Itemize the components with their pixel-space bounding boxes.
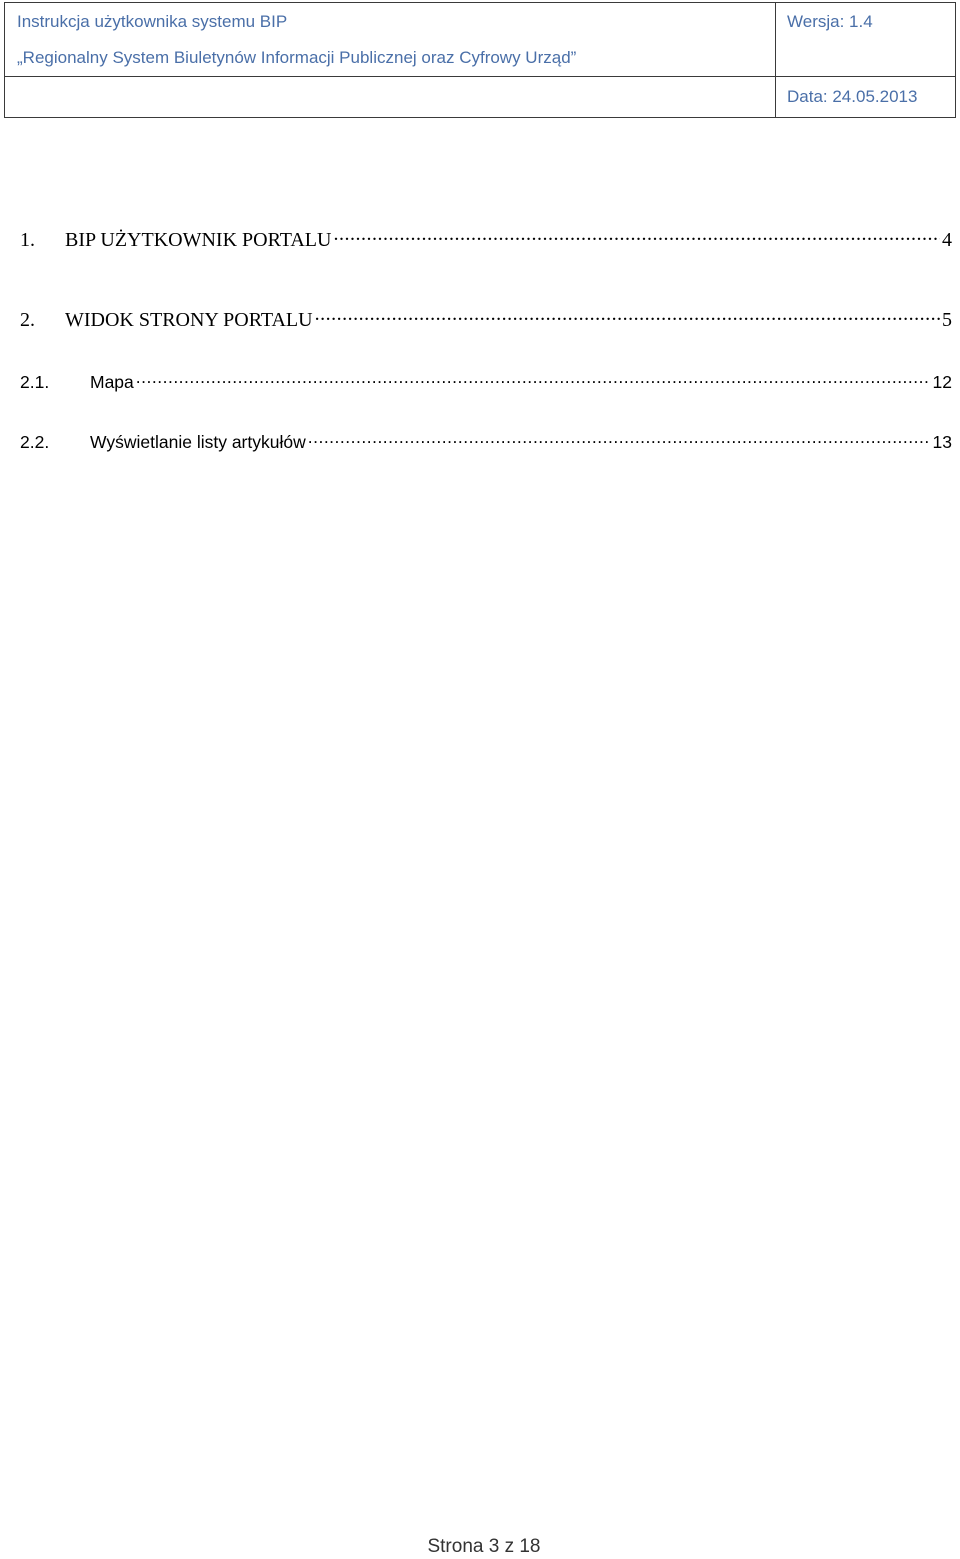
toc-leader-dots — [308, 430, 931, 448]
toc-entry-page: 13 — [932, 431, 952, 452]
system-name: „Regionalny System Biuletynów Informacji Publicznej oraz Cyfrowy Urząd” — [17, 48, 577, 67]
toc-entry-number: 2.1. — [20, 371, 50, 392]
page-number-label: Strona 3 z 18 — [427, 1536, 541, 1557]
document-title: Instrukcja użytkownika systemu BIP — [17, 11, 288, 31]
toc-entry-title: WIDOK STRONY PORTALU — [65, 309, 313, 331]
toc-entry-page: 4 — [942, 229, 952, 251]
header-empty-cell — [5, 76, 775, 117]
page-footer — [0, 1536, 960, 1558]
date-label: Data: 24.05.2013 — [787, 87, 918, 106]
toc-entry-title: BIP UŻYTKOWNIK PORTALU — [65, 229, 332, 251]
toc-entry[interactable] — [20, 430, 952, 453]
toc-entry-number: 2. — [20, 309, 35, 331]
header-left-cell — [5, 3, 776, 117]
toc-entry-number: 2.2. — [20, 431, 50, 452]
toc-entry-title: Wyświetlanie listy artykułów — [90, 431, 306, 452]
header-right-cell — [776, 3, 955, 117]
toc-entry[interactable] — [20, 226, 952, 252]
toc-leader-dots — [136, 370, 931, 388]
toc-leader-dots — [315, 306, 940, 326]
toc-entry-page: 12 — [932, 371, 952, 392]
toc-entry-page: 5 — [942, 309, 952, 331]
version-label: Wersja: 1.4 — [787, 11, 873, 31]
toc-entry-number: 1. — [20, 229, 35, 251]
toc-entry-title: Mapa — [90, 371, 134, 392]
toc-entry[interactable] — [20, 306, 952, 332]
toc-entry[interactable] — [20, 370, 952, 393]
toc-leader-dots — [333, 226, 940, 246]
page-header — [4, 2, 956, 118]
